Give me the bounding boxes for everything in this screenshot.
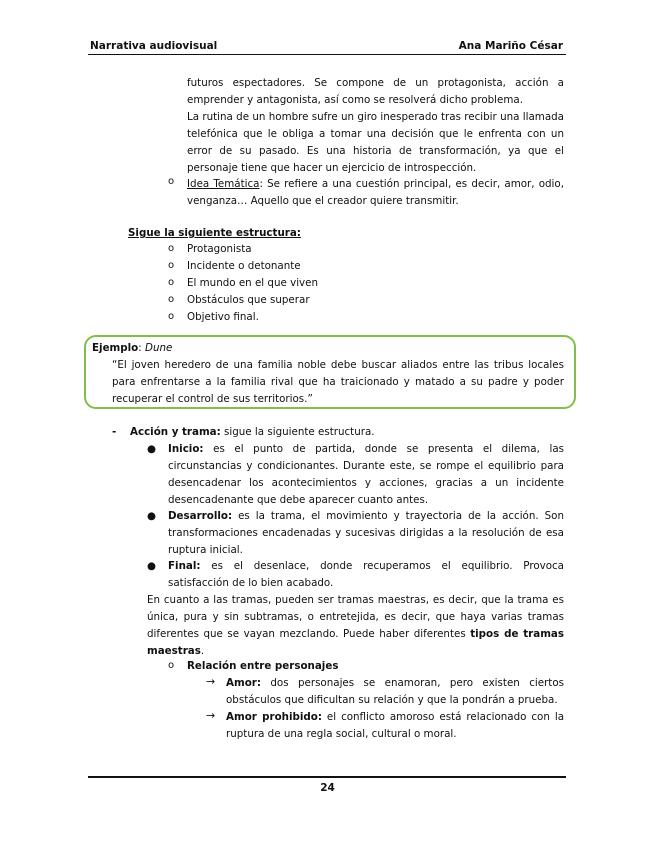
bullet-dot: ● xyxy=(147,443,156,455)
structure-item: El mundo en el que viven xyxy=(187,277,319,289)
idea-tematica-text: : Se refiere a una cuestión principal, es decir, amor, odio, venganza… Aquello que el creador quiere transmitir. xyxy=(187,178,564,207)
intro-paragraph-1: futuros espectadores. Se compone de un protagonista, acción a emprender y antagonista, así como se resolverá dicho problema. xyxy=(187,77,564,106)
tramas-bold: tipos de tramas maestras xyxy=(147,628,565,657)
final-text: es el desenlace, donde recuperamos el equilibrio. Provoca satisfacción de lo bien acabado. xyxy=(168,560,564,589)
accion-text: sigue la siguiente estructura. xyxy=(220,426,375,438)
amor-prohibido-paragraph xyxy=(226,709,564,743)
amor-prohibido-text: el conflicto amoroso está relacionado con la ruptura de una regla social, cultural o moral. xyxy=(226,711,565,740)
structure-heading: Sigue la siguiente estructura: xyxy=(128,227,301,239)
final-label: Final: xyxy=(168,560,201,572)
example-label: Ejemplo xyxy=(92,342,139,354)
tramas-end: . xyxy=(200,645,205,657)
bullet-dot: ● xyxy=(147,560,156,572)
bullet-o: o xyxy=(168,277,175,288)
intro-paragraph-2: La rutina de un hombre sufre un giro inesperado tras recibir una llamada telefónica que le obliga a tomar una decisión que le enfrenta con un error de su pasado. Es una historia de transformación, ya que el personaje tiene que hacer un ejercicio de introspección. xyxy=(187,111,564,174)
structure-item: Protagonista xyxy=(187,243,252,255)
idea-tematica-label: Idea Temática xyxy=(187,178,260,190)
bullet-o: o xyxy=(168,294,175,305)
amor-text: dos personajes se enamoran, pero existen ciertos obstáculos que dificultan su relación y que la pondrán a prueba. xyxy=(226,677,564,706)
example-label-line xyxy=(92,340,172,357)
structure-item: Objetivo final. xyxy=(187,311,259,323)
bullet-o: o xyxy=(168,311,175,322)
footer-rule xyxy=(88,776,566,778)
bullet-o: o xyxy=(168,176,175,187)
accion-line xyxy=(130,424,375,441)
arrow-right-icon: → xyxy=(206,675,216,688)
bullet-o: o xyxy=(168,243,175,254)
example-quote: “El joven heredero de una familia noble debe buscar aliados entre las tribus locales para enfrentarse a la familia rival que ha traicionado y matado a su padre y poder recuperar el control de sus territorios.” xyxy=(112,359,564,405)
structure-item: Incidente o detonante xyxy=(187,260,301,272)
accion-label: Acción y trama: xyxy=(130,426,221,438)
structure-item: Obstáculos que superar xyxy=(187,294,310,306)
example-title: Dune xyxy=(145,342,173,354)
amor-paragraph xyxy=(226,675,564,709)
inicio-text: es el punto de partida, donde se presenta el dilema, las circunstancias y condicionantes. Durante este, se rompe el equilibrio para desencadenar los acontecimientos y acciones, gracias a un incidente desencadenante que debe aparecer cuanto antes. xyxy=(168,443,564,506)
desarrollo-label: Desarrollo: xyxy=(168,510,233,522)
bullet-dot: ● xyxy=(147,510,156,522)
bullet-o: o xyxy=(168,260,175,271)
desarrollo-paragraph xyxy=(168,508,564,559)
amor-prohibido-label: Amor prohibido: xyxy=(226,711,322,723)
header-title: Narrativa audiovisual xyxy=(90,40,218,52)
inicio-paragraph xyxy=(168,441,564,509)
idea-tematica-paragraph xyxy=(187,176,564,210)
amor-label: Amor: xyxy=(226,677,261,689)
inicio-label: Inicio: xyxy=(168,443,204,455)
final-paragraph xyxy=(168,558,564,592)
header-author: Ana Mariño César xyxy=(458,40,563,52)
tramas-text: En cuanto a las tramas, pueden ser tramas maestras, es decir, que la trama es única, pura y sin subtramas, o entretejida, es decir, que haya varias tramas diferentes que se vayan mezclando. Puede haber diferentes xyxy=(147,594,564,640)
example-colon: : xyxy=(138,342,142,354)
arrow-right-icon: → xyxy=(206,709,216,722)
header-rule xyxy=(88,54,566,55)
desarrollo-text: es la trama, el movimiento y trayectoria de la acción. Son transformaciones encadenadas y sucesivas dirigidas a la resolución de esa ruptura inicial. xyxy=(168,510,564,556)
page-number: 24 xyxy=(320,782,335,794)
relacion-heading: Relación entre personajes xyxy=(187,660,339,672)
dash-bullet: - xyxy=(112,426,117,438)
bullet-o: o xyxy=(168,660,175,671)
tramas-paragraph xyxy=(147,592,564,660)
